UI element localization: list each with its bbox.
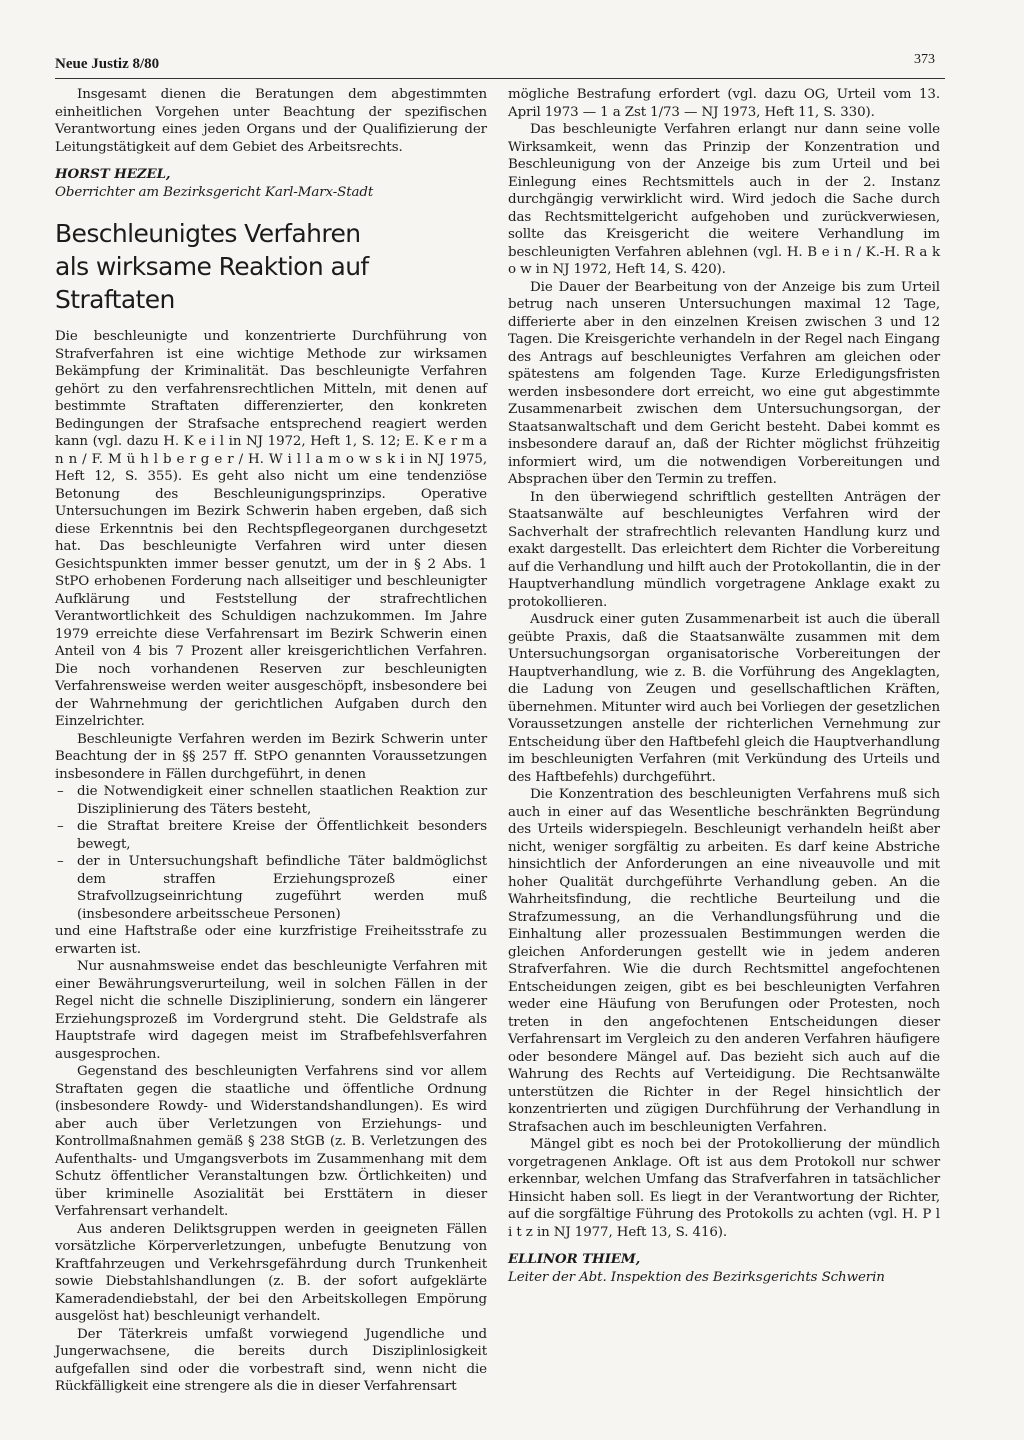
list-item: – der in Untersuchungshaft befindliche Täter baldmöglichst dem straffen Erziehungsprozeß einer Strafvollzugseinrichtung zugeführt werden muß (insbesondere arbeitsscheue Personen) [55,853,487,923]
body-paragraph: Die beschleunigte und konzentrierte Durchführung von Strafverfahren ist eine wichtige Methode zur wirksamen Bekämpfung der Kriminalität. Das beschleunigte Verfahren gehört zu den verfahrensrechtlichen Mitteln, mit denen auf bestimmte Straftaten differenzierter, den konkreten Bedingungen der Strafsache entsprechend reagiert werden kann (vgl. dazu H. K e i l in NJ 1972, Heft 1, S. 12; E. K e r m a n n / F. M ü h l b e r g e r / H. W i l l a m o w s k i in NJ 1975, Heft 12, S. 355). Es geht also nicht um eine tendenziöse Betonung des Beschleunigungsprinzips. Operative Untersuchungen im Bezirk Schwerin haben ergeben, daß sich diese Erkenntnis bei den Rechtspflegeorganen durchgesetzt hat. Das beschleunigte Verfahren wird unter diesen Gesichtspunkten immer besser genutzt, um der in § 2 Abs. 1 StPO erhobenen Forderung nach allseitiger und beschleunigter Aufklärung und Feststellung der strafrechtlichen Verantwortlichkeit des Schuldigen nachzukommen. Im Jahre 1979 erreichte diese Verfahrensart im Bezirk Schwerin einen Anteil von 4 bis 7 Prozent aller kreisgerichtlichen Verfahren. Die noch vorhandenen Reserven zur beschleunigten Verfahrensweise werden weiter ausgeschöpft, insbesondere bei der Wahrnehmung der gerichtlichen Aufgaben durch den Einzelrichter. [55,329,487,729]
article-title-line-1: Beschleunigtes Verfahren [55,219,361,248]
article-title [55,217,487,316]
body-paragraph: Die Dauer der Bearbeitung von der Anzeige bis zum Urteil betrug nach unseren Untersuchungen maximal 12 Tage, differierte aber in den einzelnen Kreisen zwischen 3 und 12 Tagen. Die Kreisgerichte verhandeln in der Regel nach Eingang des Antrags auf beschleunigtes Verfahren am gleichen oder spätestens am folgenden Tage. Kurze Erledigungsfristen werden insbesondere dort erreicht, wo eine gut abgestimmte Zusammenarbeit zwischen dem Untersuchungsorgan, der Staatsanwaltschaft und dem Gericht besteht. Dabei kommt es insbesondere darauf an, daß der Richter möglichst frühzeitig informiert wird, um die notwendigen Vorbereitungen und Absprachen über den Termin zu treffen. [508,279,940,487]
body-paragraph: Aus anderen Deliktsgruppen werden in geeigneten Fällen vorsätzliche Körperverletzungen, unbefugte Benutzung von Kraftfahrzeugen und Verkehrsgefährdung durch Trunkenheit sowie Diebstahlshandlungen (z. B. der sofort aufgeklärte Kameradendiebstahl, der bei den Arbeitskollegen Empörung ausgelöst hat) beschleunigt verhandelt. [55,1221,487,1324]
author-name-2: ELLINOR THIEM, [508,1251,641,1267]
body-paragraph: Der Täterkreis umfaßt vorwiegend Jugendliche und Jungerwachsene, die bereits durch Disziplinlosigkeit aufgefallen sind oder die vorbestraft sind, wenn nicht die Rückfälligkeit eine strengere als die in dieser Verfahrensart [55,1326,487,1394]
running-head: Neue Justiz 8/80 [55,56,160,72]
intro-paragraph: Insgesamt dienen die Beratungen dem abgestimmten einheitlichen Vorgehen unter Beachtung der spezifischen Verantwortung eines jeden Organs und der Qualifizierung der Leitungstätigkeit auf dem Gebiet des Arbeitsrechts. [55,87,487,155]
author-role-2: Leiter der Abt. Inspektion des Bezirksgerichts Schwerin [508,1269,885,1285]
body-paragraph: Nur ausnahmsweise endet das beschleunigte Verfahren mit einer Bewährungsverurteilung, weil in solchen Fällen in der Regel nicht die schnelle Disziplinierung, sondern ein längerer Erziehungsprozeß im Vordergrund steht. Die Geldstrafe als Hauptstrafe wird dagegen meist im Strafbefehlsverfahren ausgesprochen. [55,959,487,1062]
body-paragraph: Die Konzentration des beschleunigten Verfahrens muß sich auch in einer auf das Wesentliche beschränkten Begründung des Urteils widerspiegeln. Beschleunigt verhandeln heißt aber nicht, weniger sorgfältig zu arbeiten. Es darf keine Abstriche hinsichtlich der Anforderungen an eine niveauvolle und mit hoher Qualität durchgeführte Verhandlung geben. An die Wahrheitsfindung, die rechtliche Beurteilung und die Strafzumessung, an die Verhandlungsführung und die Einhaltung aller prozessualen Bestimmungen werden die gleichen Anforderungen gestellt wie in jedem anderen Strafverfahren. Wie die durch Rechtsmittel angefochtenen Entscheidungen zeigen, gibt es bei beschleunigten Verfahren weder eine Häufung von Berufungen oder Protesten, noch treten in den angefochtenen Entscheidungen dieser Verfahrensart im Vergleich zu den anderen Verfahren häufigere oder besondere Mängel auf. Das bezieht sich auch auf die Wahrung des Rechts auf Verteidigung. Die Rechtsanwälte unterstützen die Richter in der Regel hinsichtlich der konzentrierten und zügigen Durchführung der Verhandlung in Strafsachen auch im beschleunigten Verfahren. [508,787,940,1135]
body-paragraph: Mängel gibt es noch bei der Protokollierung der mündlich vorgetragenen Anklage. Oft ist aus dem Protokoll nur schwer erkennbar, welchen Umfang das Strafverfahren in tatsächlicher Hinsicht haben soll. Es liegt in der Verantwortung der Richter, auf die sorgfältige Führung des Protokolls zu achten (vgl. H. P l i t z in NJ 1977, Heft 13, S. 416). [508,1137,940,1240]
body-paragraph: mögliche Bestrafung erfordert (vgl. dazu OG, Urteil vom 13. April 1973 — 1 a Zst 1/73 — NJ 1973, Heft 11, S. 330). [508,87,940,120]
body-paragraph: Ausdruck einer guten Zusammenarbeit ist auch die überall geübte Praxis, daß die Staatsanwälte zusammen mit dem Untersuchungsorgan organisatorische Vorbereitungen der Hauptverhandlung, wie z. B. die Vorführung des Angeklagten, die Ladung von Zeugen und gesellschaftlichen Kräften, übernehmen. Mitunter wird auch bei Vorliegen der gesetzlichen Voraussetzungen anstelle der richterlichen Vernehmung zur Entscheidung über den Haftbefehl gleich die Hauptverhandlung im beschleunigten Verfahren (mit Verkündung des Urteils und des Haftbefehls) durchgeführt. [508,612,940,785]
list-item: – die Notwendigkeit einer schnellen staatlichen Reaktion zur Disziplinierung des Täters besteht, [55,783,487,818]
article-title-line-2: als wirksame Reaktion auf Straftaten [55,252,369,314]
body-paragraph: und eine Haftstraße oder eine kurzfristige Freiheitsstrafe zu erwarten ist. [55,924,487,957]
body-paragraph: In den überwiegend schriftlich gestellten Anträgen der Staatsanwälte auf beschleunigtes Verfahren wird der Sachverhalt der strafrechtlich relevanten Handlung kurz und exakt dargestellt. Das erleichtert dem Richter die Vorbereitung auf die Verhandlung und hilft auch der Protokollantin, die in der Hauptverhandlung mündlich vorgetragene Anklage exakt zu protokollieren. [508,489,940,610]
body-paragraph: Das beschleunigte Verfahren erlangt nur dann seine volle Wirksamkeit, wenn das Prinzip der Konzentration und Beschleunigung von der Anzeige bis zum Urteil und bei Einlegung eines Rechtsmittels auch in der 2. Instanz durchgängig verwirklicht wird. Wird jedoch die Sache durch das Rechtsmittelgericht aufgehoben und zurückverwiesen, sollte das Kreisgericht die weitere Verhandlung im beschleunigten Verfahren ablehnen (vgl. H. B e i n / K.-H. R a k o w in NJ 1972, Heft 14, S. 420). [508,122,940,277]
author-role-1: Oberrichter am Bezirksgericht Karl-Marx-Stadt [55,184,374,200]
right-column [508,86,940,1286]
page-number: 373 [914,52,935,67]
left-column [55,86,487,1396]
criteria-list [55,783,487,923]
page-header [55,52,945,79]
body-paragraph: Beschleunigte Verfahren werden im Bezirk Schwerin unter Beachtung der in §§ 257 ff. StPO genannten Voraussetzungen insbesondere in Fällen durchgeführt, in denen [55,731,487,782]
list-item: – die Straftat breitere Kreise der Öffentlichkeit besonders bewegt, [55,818,487,853]
author-name-1: HORST HEZEL, [55,166,171,182]
body-paragraph: Gegenstand des beschleunigten Verfahrens sind vor allem Straftaten gegen die staatliche und öffentliche Ordnung (insbesondere Rowdy- und Widerstandshandlungen). Es wird aber auch über Verletzungen von Erziehungs- und Kontrollmaßnahmen gemäß § 238 StGB (z. B. Verletzungen des Aufenthalts- und Umgangsverbots im Zusammenhang mit dem Schutz öffentlicher Veranstaltungen bzw. Örtlichkeiten) und über kriminelle Asozialität bei Ersttätern in dieser Verfahrensart verhandelt. [55,1064,487,1219]
